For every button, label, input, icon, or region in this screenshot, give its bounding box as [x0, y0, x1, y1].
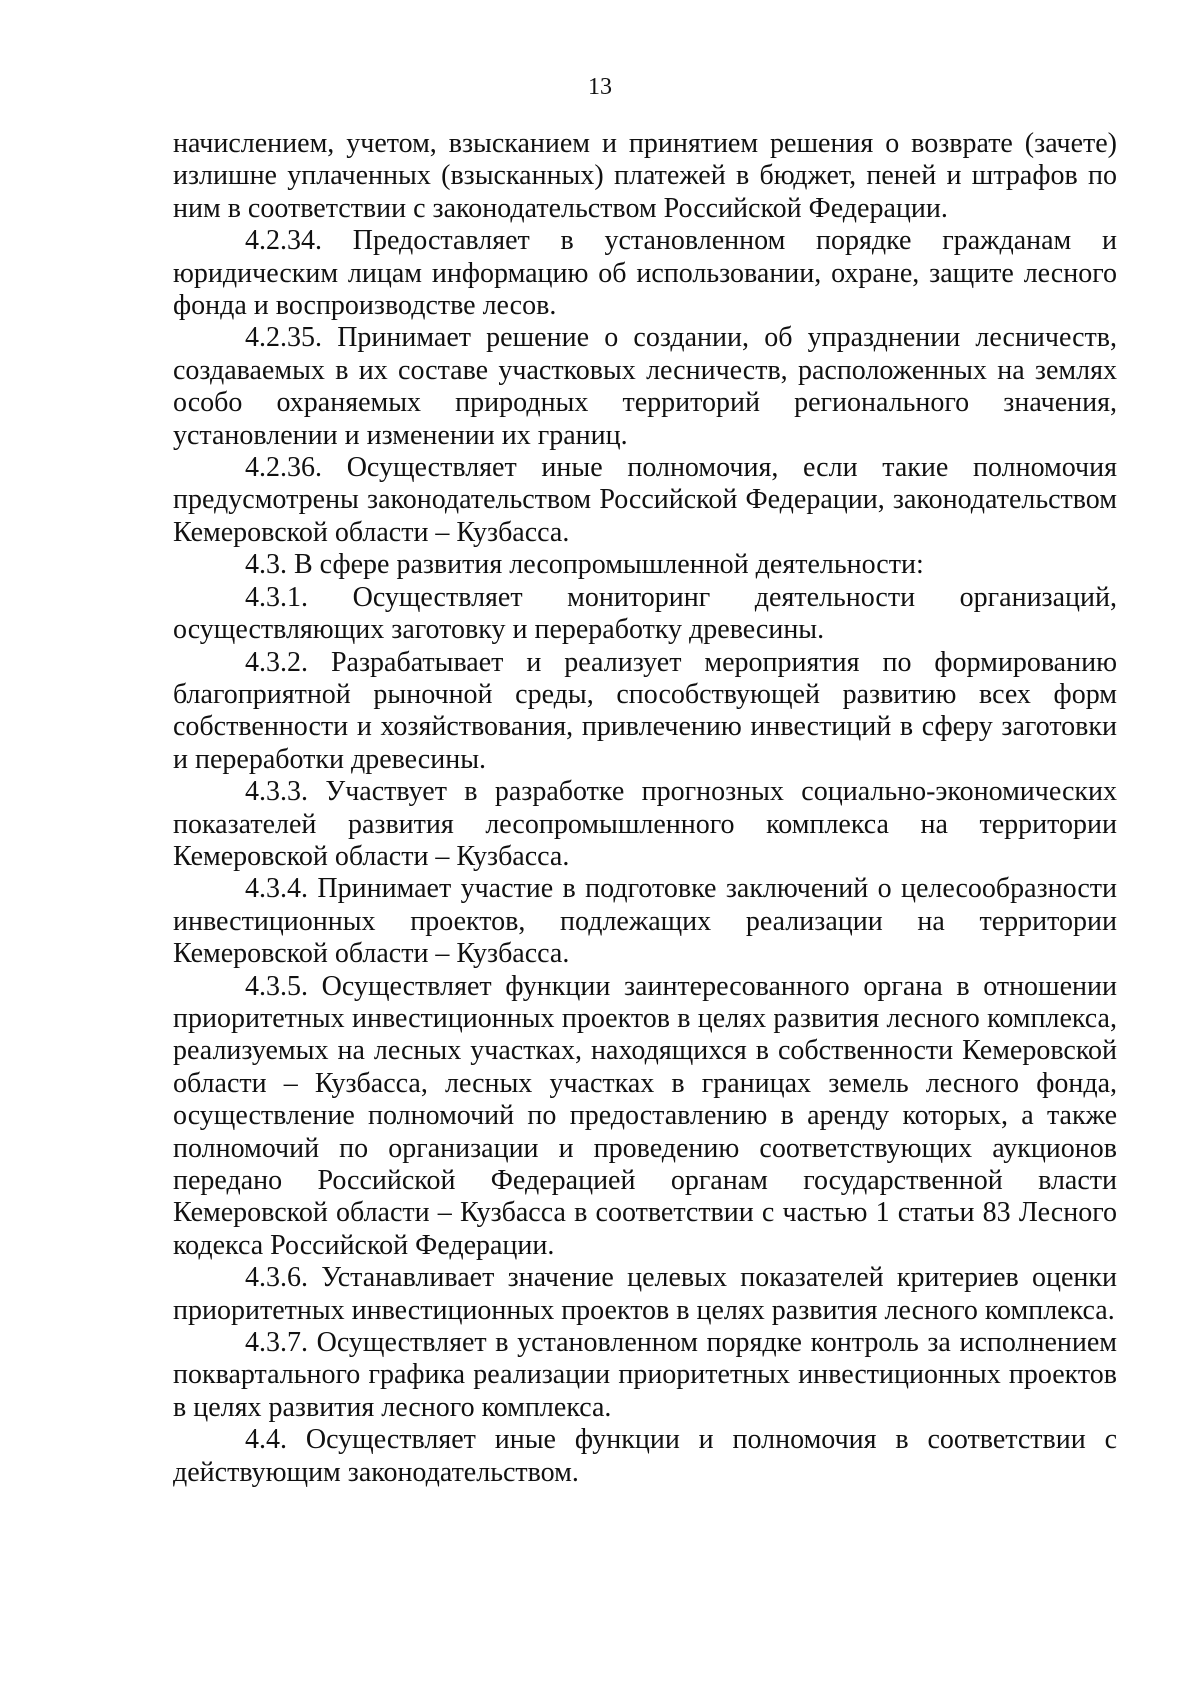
- paragraph-4-2-34: 4.2.34. Предоставляет в установленном порядке гражданам и юридическим лицам информацию об использовании, охране, защите лесного фонда и воспроизводстве лесов.: [173, 225, 1117, 322]
- paragraph-4-3-1: 4.3.1. Осуществляет мониторинг деятельности организаций, осуществляющих заготовку и переработку древесины.: [173, 581, 1117, 646]
- page-number: 13: [588, 74, 612, 100]
- paragraph-4-3-2: 4.3.2. Разрабатывает и реализует мероприятия по формированию благоприятной рыночной среды, способствующей развитию всех форм собственности и хозяйствования, привлечению инвестиций в сферу заготовки и переработки древесины.: [173, 646, 1117, 775]
- paragraph-4-2-36: 4.2.36. Осуществляет иные полномочия, если такие полномочия предусмотрены законодательством Российской Федерации, законодательством Кемеровской области – Кузбасса.: [173, 452, 1117, 548]
- paragraph-4-3-3: 4.3.3. Участвует в разработке прогнозных социально-экономических показателей развития лесопромышленного комплекса на территории Кемеровской области – Кузбасса.: [173, 776, 1117, 872]
- paragraph-4-2-35: 4.2.35. Принимает решение о создании, об упразднении лесничеств, создаваемых в их составе участковых лесничеств, расположенных на землях особо охраняемых природных территорий регионального значения, установлении и изменении их границ.: [173, 322, 1117, 451]
- paragraph-4-3: 4.3. В сфере развития лесопромышленной деятельности:: [245, 549, 924, 581]
- paragraph-4-3-7: 4.3.7. Осуществляет в установленном порядке контроль за исполнением поквартального графика реализации приоритетных инвестиционных проектов в целях развития лесного комплекса.: [173, 1327, 1117, 1423]
- paragraph-4-3-6: 4.3.6. Устанавливает значение целевых показателей критериев оценки приоритетных инвестиционных проектов в целях развития лесного комплекса.: [173, 1262, 1117, 1326]
- paragraph-continuation: начислением, учетом, взысканием и принятием решения о возврате (зачете) излишне уплаченных (взысканных) платежей в бюджет, пеней и штрафов по ним в соответствии с законодательством Российской Федерации.: [173, 128, 1117, 224]
- paragraph-4-4: 4.4. Осуществляет иные функции и полномочия в соответствии с действующим законодательством.: [173, 1424, 1117, 1488]
- paragraph-4-3-5: 4.3.5. Осуществляет функции заинтересованного органа в отношении приоритетных инвестиционных проектов в целях развития лесного комплекса, реализуемых на лесных участках, находящихся в собственности Кемеровской области – Кузбасса, лесных участках в границах земель лесного фонда, осуществление полномочий по предоставлению в аренду которых, а также полномочий по организации и проведению соответствующих аукционов передано Российской Федерацией органам государственной власти Кемеровской области – Кузбасса в соответствии с частью 1 статьи 83 Лесного кодекса Российской Федерации.: [173, 970, 1117, 1261]
- paragraph-4-3-4: 4.3.4. Принимает участие в подготовке заключений о целесообразности инвестиционных проектов, подлежащих реализации на территории Кемеровской области – Кузбасса.: [173, 873, 1117, 970]
- document-body: [173, 128, 1117, 1489]
